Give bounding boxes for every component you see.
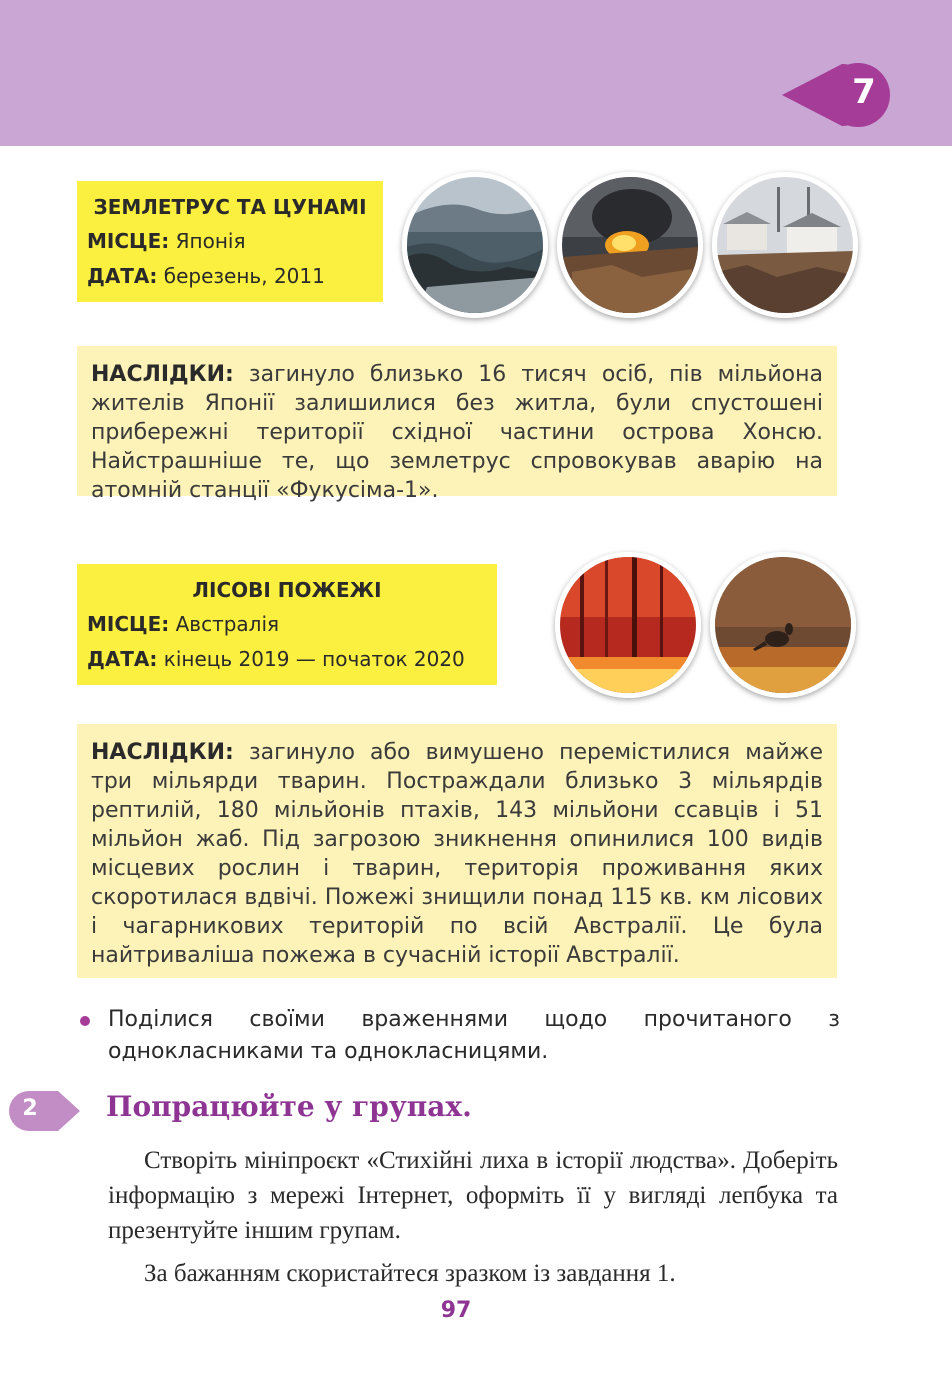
quake-place-label: МІСЦЕ:: [87, 229, 170, 253]
discussion-bullet-text: Поділися своїми враженнями щодо прочитаного з однокласниками та однокласницями.: [108, 1007, 840, 1064]
fires-date: кінець 2019 — початок 2020: [163, 647, 465, 671]
fires-place-label: МІСЦЕ:: [87, 612, 170, 636]
burning-forest-photo: [555, 552, 701, 698]
fires-consequences-label: НАСЛІДКИ:: [91, 740, 234, 765]
page-number: 97: [440, 1298, 472, 1323]
quake-place: Японія: [175, 229, 246, 253]
quake-info-box: [77, 181, 383, 302]
quake-consequences-box: [77, 346, 837, 503]
fires-title: ЛІСОВІ ПОЖЕЖІ: [192, 578, 382, 602]
discussion-bullet: [80, 1004, 840, 1068]
kangaroo-fire-photo: [710, 552, 856, 698]
chapter-number: 7: [852, 72, 876, 112]
task-paragraph-2: За бажанням скористайтеся зразком із завдання 1.: [144, 1260, 676, 1287]
destroyed-houses-photo: [712, 172, 858, 318]
task-paragraph-1: Створіть мініпроєкт «Стихійні лиха в історії людства». Доберіть інформацію з мережі Інтернет, оформіть її у вигляді лепбука та презентуйте іншим групам.: [108, 1147, 838, 1244]
quake-title: ЗЕМЛЕТРУС ТА ЦУНАМІ: [93, 195, 367, 219]
task-badge: [8, 1090, 80, 1132]
quake-consequences-label: НАСЛІДКИ:: [91, 362, 234, 387]
fires-consequences-text: загинуло або вимушено перемістилися майже три мільярди тварин. Постраждали близько 3 мільярдів рептилій, 180 мільйонів птахів, 143 мільйони ссавців і 51 мільйон жаб. Під загрозою зникнення опинилися 100 видів місцевих рослин і тварин, територія проживання яких скоротилася вдвічі. Пожежі знищили понад 115 кв. км лісових і чагарникових територій по всій Австралії. Це була найтриваліша пожежа в сучасній історії Австралії.: [91, 740, 823, 968]
fires-date-line: [87, 647, 487, 682]
quake-date-line: [87, 264, 373, 299]
fires-place-line: [87, 612, 487, 647]
fires-info-box: [77, 564, 497, 685]
quake-consequences-text: загинуло близько 16 тисяч осіб, пів мільйона жителів Японії залишилися без житла, були спустошені прибережні території східної частини острова Хонсю. Найстрашніше те, що землетрус спровокував аварію на атомній станції «Фукусіма-1».: [91, 362, 823, 503]
task-number: 2: [22, 1096, 38, 1121]
fires-place: Австралія: [175, 612, 280, 636]
quake-date: березень, 2011: [163, 264, 325, 288]
fires-consequences-box: [77, 724, 837, 978]
quake-date-label: ДАТА:: [87, 264, 158, 288]
tsunami-wave-photo: [402, 172, 548, 318]
task-title: Попрацюйте у групах.: [106, 1090, 472, 1123]
harbor-fire-photo: [557, 172, 703, 318]
chapter-badge: [780, 62, 892, 128]
fires-date-label: ДАТА:: [87, 647, 158, 671]
bullet-dot-icon: [80, 1016, 90, 1026]
quake-place-line: [87, 229, 373, 264]
